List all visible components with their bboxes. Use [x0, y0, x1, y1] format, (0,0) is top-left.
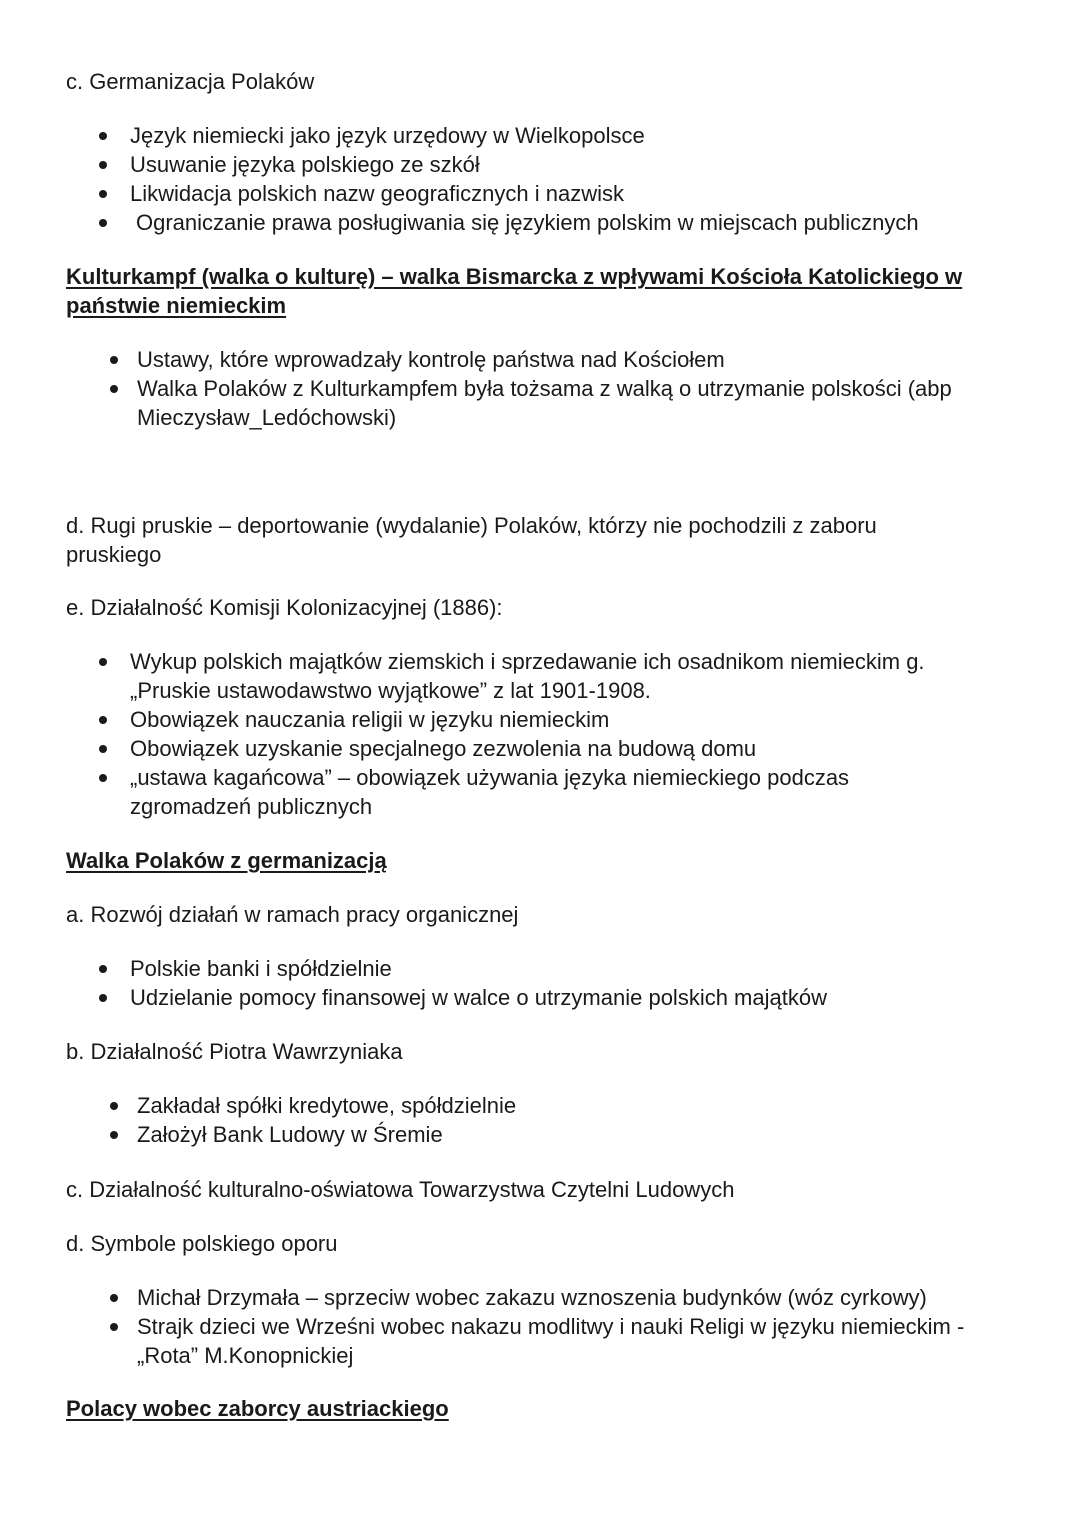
list-item: „ustawa kagańcowa” – obowiązek używania języka niemieckiego podczas zgromadzeń publicznych — [130, 763, 910, 821]
bullet-icon — [110, 1294, 118, 1302]
bullet-icon — [99, 658, 107, 666]
symbole-oporu-list — [137, 1283, 1017, 1370]
kulturkampf-list — [137, 345, 1017, 432]
list-item: Strajk dzieci we Wrześni wobec nakazu modlitwy i nauki Religi w języku niemieckim - „Rota” M.Konopnickiej — [137, 1312, 1017, 1370]
list-item: Obowiązek uzyskanie specjalnego zezwolenia na budową domu — [130, 734, 1000, 763]
heading-walka-z-germanizacja: Walka Polaków z germanizacją — [66, 848, 387, 873]
list-item: Likwidacja polskich nazw geograficznych i nazwisk — [130, 179, 1030, 208]
list-item: Ograniczanie prawa posługiwania się językiem polskim w miejscach publicznych — [130, 208, 1030, 237]
list-item: Zakładał spółki kredytowe, spółdzielnie — [137, 1091, 1007, 1120]
bullet-icon — [99, 745, 107, 753]
list-item: Obowiązek nauczania religii w języku niemieckim — [130, 705, 1000, 734]
bullet-icon — [99, 132, 107, 140]
section-rugi-pruskie: d. Rugi pruskie – deportowanie (wydalanie) Polaków, którzy nie pochodzili z zaboru pruskiego — [66, 513, 877, 567]
section-title-wawrzyniak: b. Działalność Piotra Wawrzyniaka — [66, 1039, 403, 1064]
list-item: Walka Polaków z Kulturkampfem była tożsama z walką o utrzymanie polskości (abp Mieczysław_Ledóchowski) — [137, 374, 1017, 432]
bullet-icon — [99, 219, 107, 227]
heading-zabor-austriacki: Polacy wobec zaborcy austriackiego — [66, 1396, 449, 1421]
section-title-komisja: e. Działalność Komisji Kolonizacyjnej (1886): — [66, 595, 503, 620]
section-title-symbole-oporu: d. Symbole polskiego oporu — [66, 1231, 338, 1256]
list-item: Michał Drzymała – sprzeciw wobec zakazu wznoszenia budynków (wóz cyrkowy) — [137, 1283, 1017, 1312]
bullet-icon — [99, 965, 107, 973]
bullet-icon — [110, 1323, 118, 1331]
list-item: Wykup polskich majątków ziemskich i sprzedawanie ich osadnikom niemieckim g. „Pruskie ustawodawstwo wyjątkowe” z lat 1901-1908. — [130, 647, 1000, 705]
list-item: Założył Bank Ludowy w Śremie — [137, 1120, 1007, 1149]
list-item: Język niemiecki jako język urzędowy w Wielkopolsce — [130, 121, 1030, 150]
bullet-icon — [110, 385, 118, 393]
bullet-icon — [99, 716, 107, 724]
bullet-icon — [99, 994, 107, 1002]
list-item: Usuwanie języka polskiego ze szkół — [130, 150, 1030, 179]
wawrzyniak-list — [137, 1091, 1007, 1149]
bullet-icon — [99, 774, 107, 782]
list-item: Udzielanie pomocy finansowej w walce o utrzymanie polskich majątków — [130, 983, 1010, 1012]
bullet-icon — [110, 1102, 118, 1110]
section-title-germanizacja: c. Germanizacja Polaków — [66, 69, 315, 94]
heading-kulturkampf: Kulturkampf (walka o kulturę) – walka Bismarcka z wpływami Kościoła Katolickiego w państwie niemieckim — [66, 264, 963, 318]
section-title-czytelnie-ludowe: c. Działalność kulturalno-oświatowa Towarzystwa Czytelni Ludowych — [66, 1177, 735, 1202]
germanizacja-list — [130, 121, 1030, 237]
bullet-icon — [99, 161, 107, 169]
list-item: Ustawy, które wprowadzały kontrolę państwa nad Kościołem — [137, 345, 1017, 374]
section-title-praca-organiczna: a. Rozwój działań w ramach pracy organicznej — [66, 902, 519, 927]
list-item: Polskie banki i spółdzielnie — [130, 954, 1010, 983]
praca-organiczna-list — [130, 954, 1010, 1012]
bullet-icon — [110, 356, 118, 364]
bullet-icon — [110, 1131, 118, 1139]
bullet-icon — [99, 190, 107, 198]
komisja-list — [130, 647, 1000, 821]
